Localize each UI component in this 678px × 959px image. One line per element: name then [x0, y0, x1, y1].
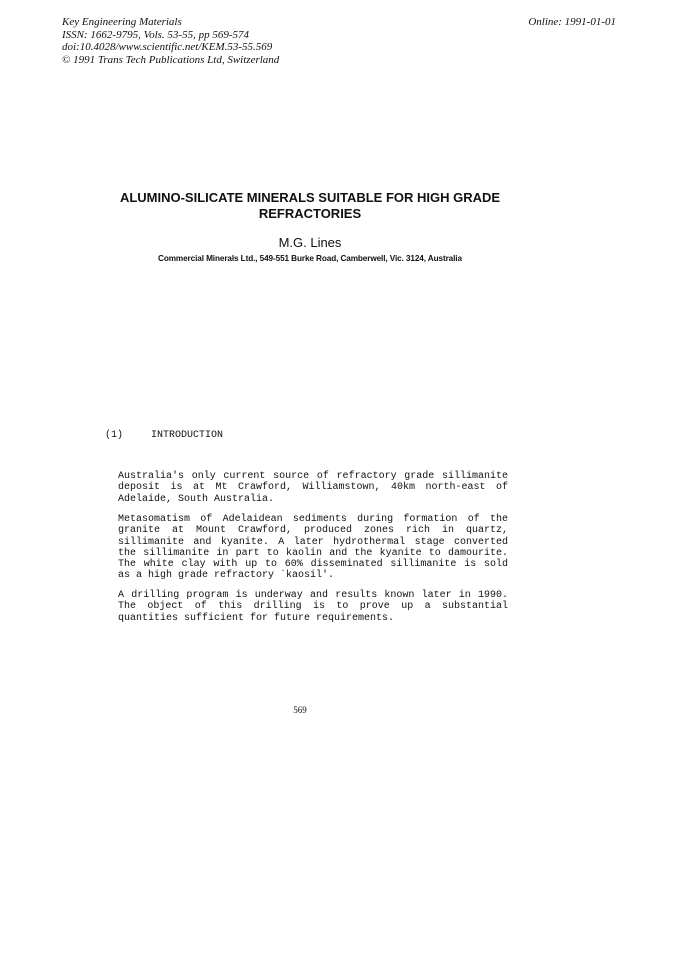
section-heading: [105, 430, 223, 442]
copyright-line: © 1991 Trans Tech Publications Ltd, Switzerland: [62, 53, 280, 66]
section-number: (1): [105, 430, 124, 441]
doi-link[interactable]: doi:10.4028/www.scientific.net/KEM.53-55.569: [62, 41, 273, 53]
body-paragraph-1: [118, 471, 508, 505]
paragraph-text: Australia's only current source of refractory grade sillimanite deposit is at Mt Crawford, Williamstown, 40km north-east of Adelaide, South Australia.: [118, 471, 508, 505]
journal-header: [62, 16, 279, 66]
paper-title: ALUMINO-SILICATE MINERALS SUITABLE FOR HIGH GRADE REFRACTORIES: [119, 190, 501, 221]
issn-line: ISSN: 1662-9795, Vols. 53-55, pp 569-574: [62, 28, 249, 41]
body-paragraph-3: [118, 590, 508, 624]
online-date: Online: 1991-01-01: [528, 16, 616, 28]
paragraph-text: Metasomatism of Adelaidean sediments during formation of the granite at Mount Crawford, produced zones rich in quartz, sillimanite and kyanite. A later hydrothermal stage converted the sillimanite in part to kaolin and the kyanite to damourite. The white clay with up to 60% disseminated sillimanite is sold as a high grade refractory `kaosil'.: [118, 514, 508, 582]
body-paragraph-2: [118, 514, 508, 582]
page-number: 569: [293, 705, 307, 715]
author-affiliation: Commercial Minerals Ltd., 549-551 Burke Road, Camberwell, Vic. 3124, Australia: [158, 254, 462, 263]
journal-name: Key Engineering Materials: [62, 16, 182, 28]
paragraph-text: A drilling program is underway and results known later in 1990. The object of this drilling is to prove up a substantial quantities sufficient for future requirements.: [118, 590, 508, 624]
section-title: INTRODUCTION: [151, 430, 224, 441]
paper-author: M.G. Lines: [278, 235, 342, 250]
